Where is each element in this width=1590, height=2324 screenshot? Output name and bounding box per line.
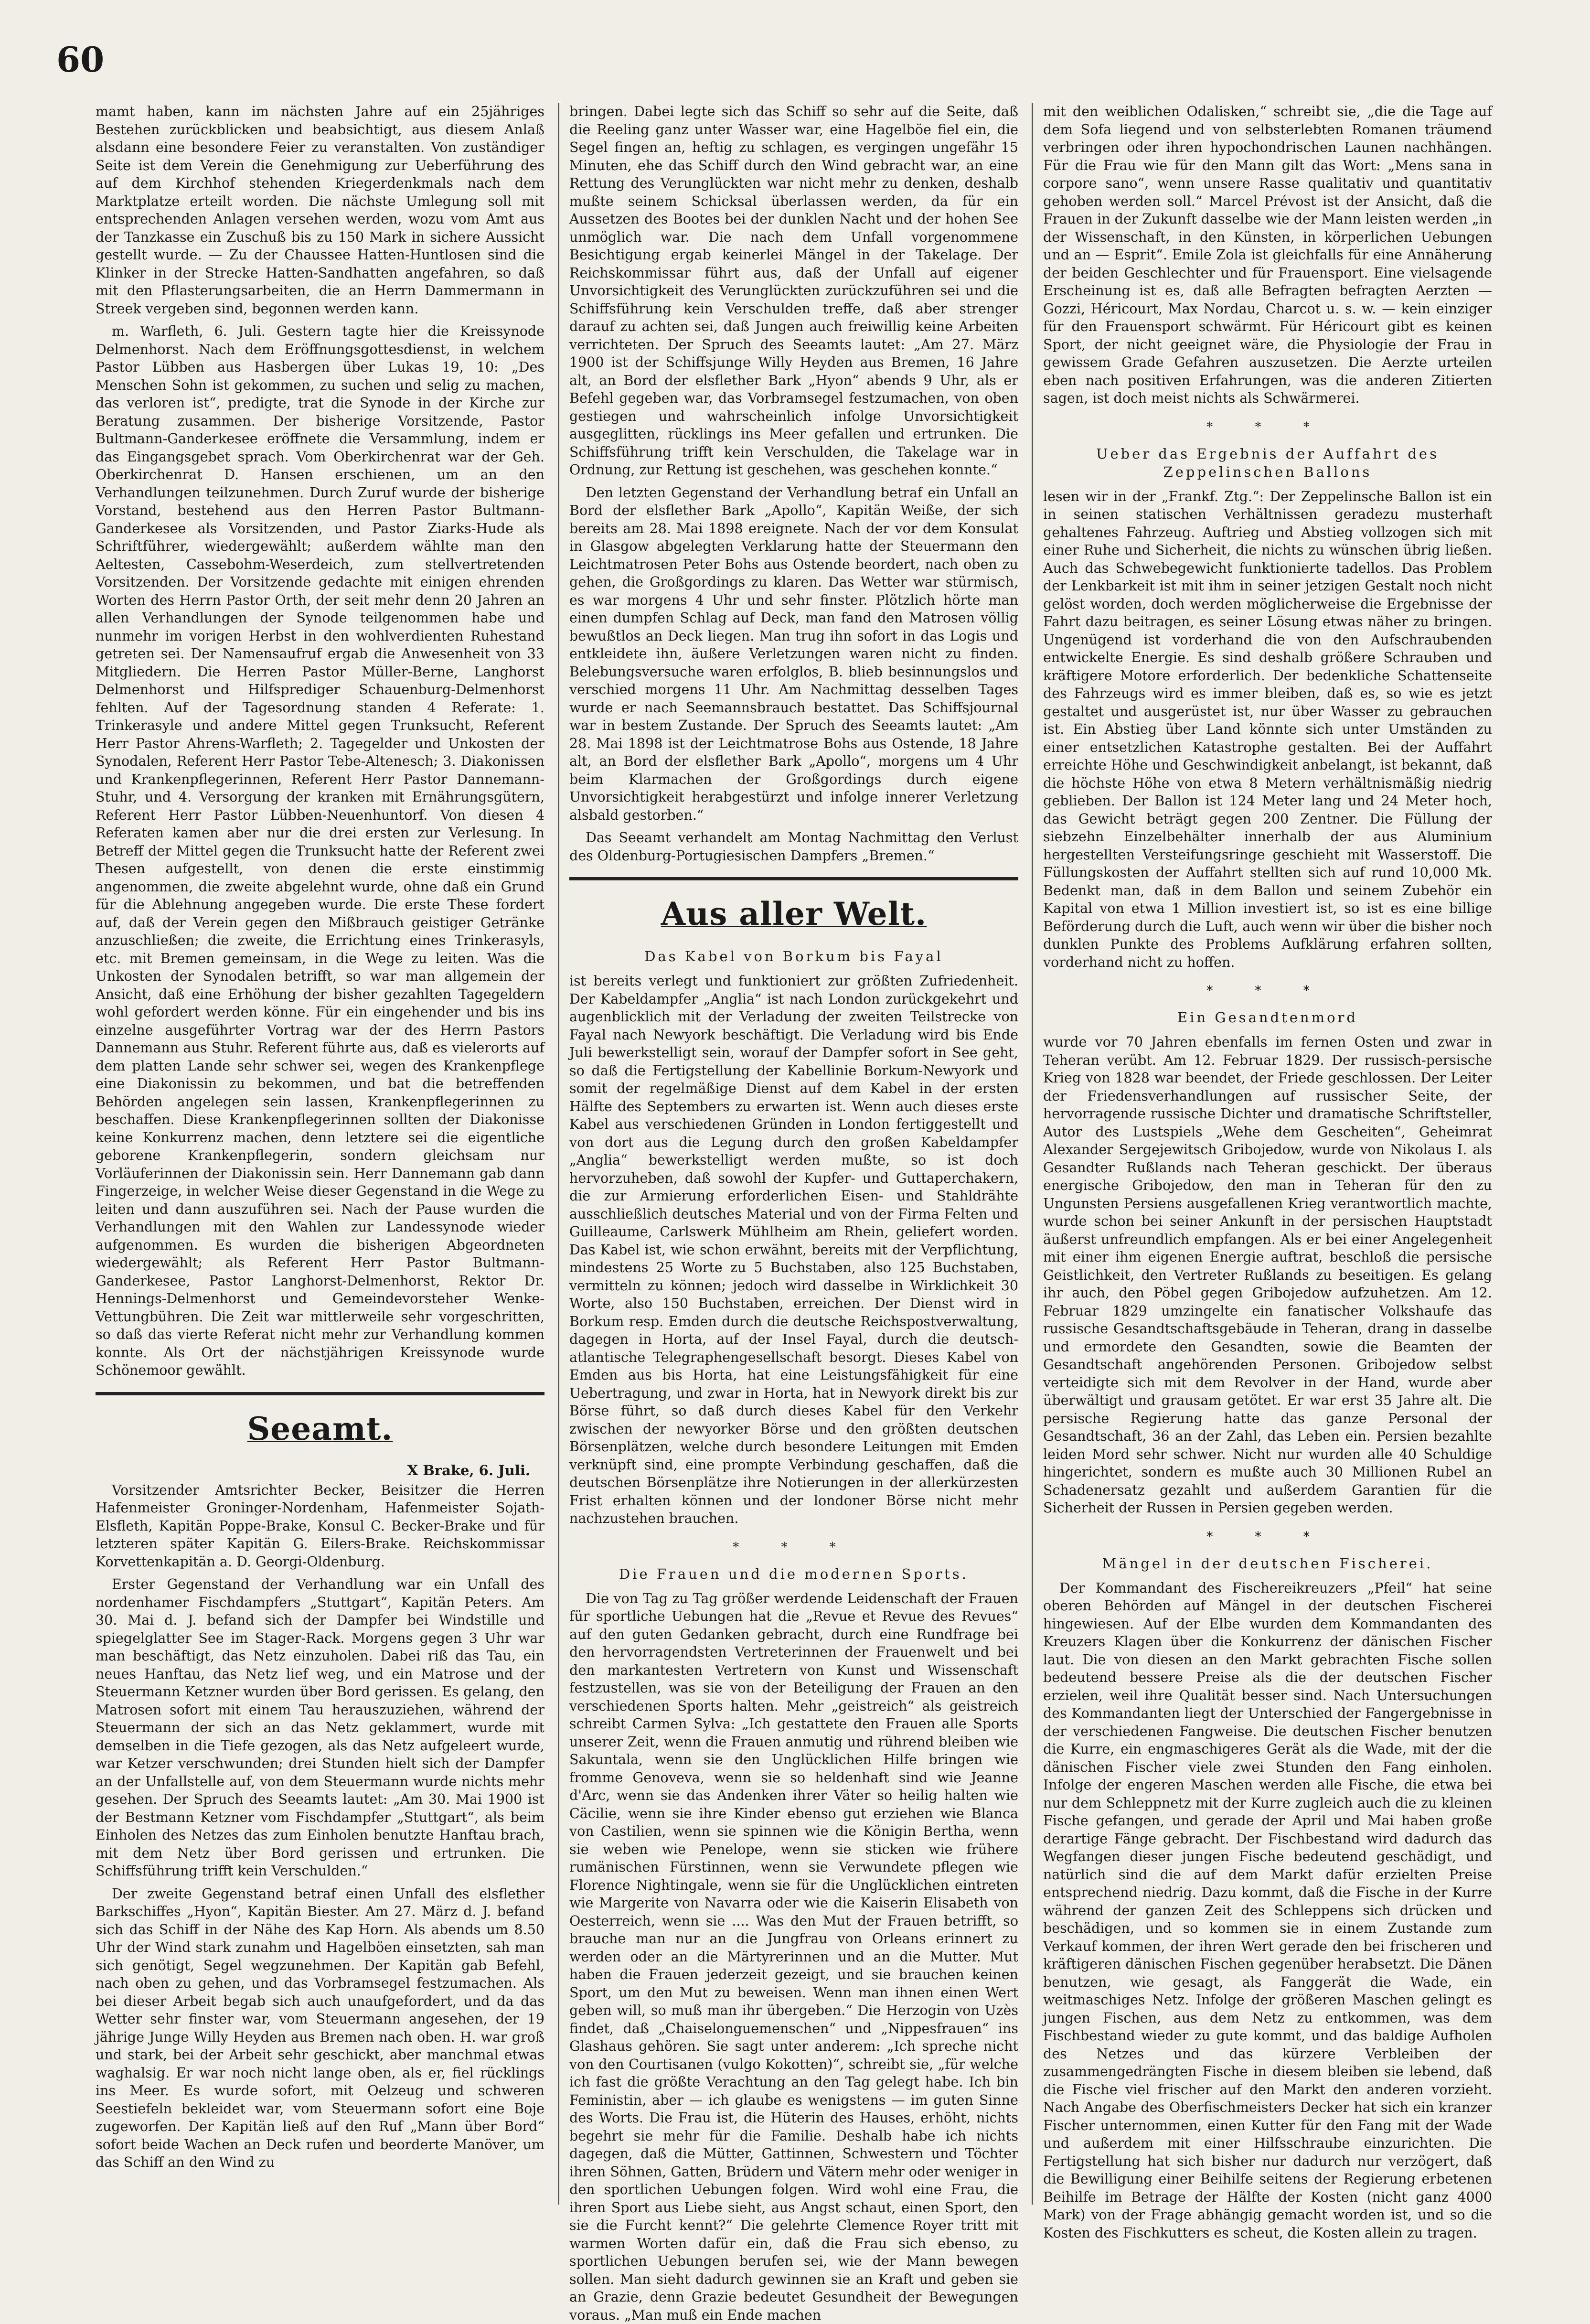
article-paragraph: Der Kommandant des Fischereikreuzers „Pfeil“ hat seine oberen Behörden auf Mängel in der deutschen Fischerei hingewiesen. Auf der Elbe wurden dem Kommandanten des Kreuzers Klagen über die Konkurrenz der dänischen Fischer laut. Die von diesen an den Markt gebrachten Fische sollen bedeutend bessere Preise als die der deutschen Fischer erzielen, weil ihre Qualität besser sind. Nach Untersuchungen des Kommandanten liegt der Unterschied der Fangergebnisse in der verschiedenen Fangweise. Die deutschen Fischer benutzen die Kurre, ein engmaschigeres Gerät als die Wade, mit der die dänischen Fischer viele zwei Stunden den Fang einholen. Infolge der engeren Maschen werden alle Fische, die etwa bei nur dem Schleppnetz mit der Kurre zugleich auch die zu kleinen Fische gefangen, und gerade der April und Mai haben große derartige Fänge gebracht. Der Fischbestand wird dadurch das Wegfangen dieser jungen Fische bedeutend geschädigt, und natürlich sind die auf dem Markt dafür erzielten Preise entsprechend niedrig. Dazu kommt, daß die Fische in der Kurre während der ganzen Zeit des Schleppens sich drücken und beschädigen, und so kommen sie in einem Zustande zum Verkauf kommen, der ihren Wert gerade den bei frischeren und kräftigeren dänischen Fischen gegenüber herabsetzt. Die Dänen benutzen, wie gesagt, als Fanggerät die Wade, ein weitmaschiges Netz. Infolge der größeren Maschen gelingt es jungen Fischen, aus dem Netz zu entkommen, was dem Fischbestand wieder zu gute kommt, und das baldige Aufholen des Netzes und das kürzere Verbleiben der zusammengedrängten Fische in diesem bleiben sie lebend, daß die Fische viel frischer auf den Markt den anderen vorzieht. Nach Angabe des Oberfischmeisters Decker hat sich ein kranzer Fischer unternommen, einen Kutter für den Fang mit der Wade und außerdem mit einer Hilfsschraube einzurichten. Die Fertigstellung hat sich bisher nur dadurch nur verzögert, daß die Bewilligung einer Beihilfe seitens der Regierung erbetenen Beihilfe im Betrage der Hälfte der Kosten (nicht ganz 4000 Mark) von der Frage abhängig gemacht worden ist, und so die Kosten des Fischkutters es scheut, die Kosten allein zu tragen. [1043, 1579, 1492, 2242]
article-paragraph: ist bereits verlegt und funktioniert zur größten Zufriedenheit. Der Kabeldampfer „Anglia“ ist nach London zurückgekehrt und augenblicklich mit der Verladung der zweiten Teilstrecke von Fayal nach Newyork beschäftigt. Die Verladung wird bis Ende Juli bewerkstelligt sein, worauf der Dampfer sofort in See geht, so daß die Fertigstellung der Kabellinie Borkum-Newyork und somit der regelmäßige Dienst auf dem Kabel in der ersten Hälfte des Septembers zu erwarten ist. Wenn auch dieses erste Kabel aus verschiedenen Gründen in London fertiggestellt und von dort aus die Legung durch den großen Kabeldampfer „Anglia“ bewerkstelligt werden mußte, so ist doch hervorzuheben, daß sowohl der Kupfer- und Guttaperchakern, die zur Armierung erforderlichen Eisen- und Stahldrähte ausschließlich deutsches Material und von der Firma Felten und Guilleaume, Carlswerk Mühlheim am Rhein, geliefert worden. Das Kabel ist, wie schon erwähnt, bereits mit der Verpflichtung, mindestens 25 Worte zu 5 Buchstaben, also 125 Buchstaben, vermitteln zu können; jedoch wird dasselbe in Wirklichkeit 30 Worte, also 150 Buchstaben, erreichen. Der Dienst wird in Borkum resp. Emden durch die deutsche Reichspostverwaltung, dagegen in Horta, auf der Insel Fayal, durch die deutsch-atlantische Telegraphengesellschaft besorgt. Dieses Kabel von Emden aus bis Horta, hat eine Leistungsfähigkeit für eine Uebertragung, und zwar in Horta, hat in Newyork direkt bis zur Börse führt, so daß durch dieses Kabel für den Verkehr zwischen der newyorker Börse und den größten deutschen Börsenplätzen, welche durch besondere Leitungen mit Emden verknüpft sind, eine prompte Verbindung geschaffen, daß die deutschen Börsenplätze ihre Notierungen in der allerkürzesten Frist erhalten können und der londoner Börse nicht mehr nachzustehen brauchen. [569, 972, 1018, 1528]
section-heading-aus-aller-welt: Aus aller Welt. [569, 895, 1018, 933]
section-rule [96, 1392, 544, 1395]
column-rule [1032, 103, 1033, 2205]
article-paragraph: lesen wir in der „Frankf. Ztg.“: Der Zeppelinsche Ballon ist ein in seinen statischen Verhältnissen geradezu musterhaft gehaltenes Fahrzeug. Auftrieg und Abstieg vollzogen sich mit einer Ruhe und Sicherheit, die nichts zu wünschen übrig ließen. Auch das Schwebegewicht funktionierte tadellos. Das Problem der Lenkbarkeit ist mit ihm in seiner jetzigen Gestalt noch nicht gelöst worden, doch werden möglicherweise die Ergebnisse der Fahrt dazu beitragen, es seiner Lösung etwas näher zu bringen. Ungenügend ist vorderhand die von den Aufschraubenden entwickelte Energie. Es sind deshalb größere Schrauben und kräftigere Motore erforderlich. Der bedenkliche Schattenseite des Fahrzeugs wird es immer bleiben, daß es, so wie es jetzt gestaltet und ausgerüstet ist, nur über Wasser zu gebrauchen ist. Ein Abstieg über Land könnte sich unter Umständen zu einer entsetzlichen Katastrophe gestalten. Bei der Auffahrt erreichte Höhe und Geschwindigkeit anbelangt, ist bekannt, daß die höchste Höhe von etwa 8 Metern verhältnismäßig niedrig geblieben. Der Ballon ist 124 Meter lang und 24 Meter hoch, das Gewicht beträgt gegen 200 Zentner. Die Füllung der siebzehn Einzelbehälter innerhalb der aus Aluminium hergestellten Versteifungsringe geschieht mit Wasserstoff. Die Füllungskosten der Auffahrt stellten sich auf rund 10,000 Mk. Bedenkt man, daß in dem Ballon und seinem Zubehör ein Kapital von etwa 1 Million investiert ist, so ist es eine billige Beförderung durch die Luft, auch wenn wir über die bisher noch dunklen Punkte des Problems Aufklärung erfahren sollten, vorderhand nicht zu hoffen. [1043, 488, 1492, 972]
article-headline: Ueber das Ergebnis der Auffahrt des Zeppelinschen Ballons [1043, 445, 1492, 481]
column-3 [1043, 103, 1492, 2195]
article-headline: Die Frauen und die modernen Sports. [569, 1565, 1018, 1583]
separator-stars: * * * [1043, 984, 1492, 998]
article-headline: Ein Gesandtenmord [1043, 1008, 1492, 1027]
article-paragraph: Vorsitzender Amtsrichter Becker, Beisitzer die Herren Hafenmeister Groninger-Nordenham, Hafenmeister Sojath-Elsfleth, Kapitän Poppe-Brake, Konsul C. Becker-Brake und für letzteren später Kapitän G. Eilers-Brake. Reichskommissar Korvettenkapitän a. D. Georgi-Oldenburg. [96, 1481, 544, 1571]
column-1 [96, 103, 544, 2195]
article-paragraph: bringen. Dabei legte sich das Schiff so sehr auf die Seite, daß die Reeling ganz unter Wasser war, eine Hagelböe fiel ein, die Segel fingen an, heftig zu schlagen, es vergingen ungefähr 15 Minuten, ehe das Schiff durch den Wind gebracht war, an eine Rettung des Verunglückten war nicht mehr zu denken, deshalb mußte seinem Schicksal überlassen werden, da für ein Aussetzen des Bootes bei der dunklen Nacht und der hohen See unmöglich war. Die nach dem Unfall vorgenommene Besichtigung ergab keinerlei Mängel in der Takelage. Der Reichskommissar führt aus, daß der Unfall auf eigener Unvorsichtigkeit des Verunglückten zurückzuführen sei und die Schiffsführung kein Verschulden treffe, daß aber strenger darauf zu achten sei, daß Jungen auch freiwillig keine Arbeiten verrichteten. Der Spruch des Seeamts lautet: „Am 27. März 1900 ist der Schiffsjunge Willy Heyden aus Bremen, 16 Jahre alt, an Bord der elsflether Bark „Hyon“ abends 9 Uhr, als er Befehl gegeben war, das Vorbramsegel festzumachen, von oben gestiegen und wahrscheinlich infolge Unvorsichtigkeit ausgeglitten, rücklings ins Meer gefallen und ertrunken. Die Schiffsführung trifft kein Verschulden, die Takelage war in Ordnung, zur Rettung ist geschehen, was geschehen konnte.“ [569, 103, 1018, 479]
article-paragraph: wurde vor 70 Jahren ebenfalls im fernen Osten und zwar in Teheran verübt. Am 12. Februar 1829. Der russisch-persische Krieg von 1828 war beendet, der Friede geschlossen. Der Leiter der Friedensverhandlungen auf russischer Seite, der hervorragende russische Dichter und dramatische Schriftsteller, Autor des Lustspiels „Wehe dem Gescheiten“, Geheimrat Alexander Sergejewitsch Gribojedow, wurde von Nikolaus I. als Gesandter Rußlands nach Teheran geschickt. Der überaus energische Gribojedow, den man in Teheran für den zu Ungunsten Persiens ausgefallenen Krieg verantwortlich machte, wurde schon bei seiner Ankunft in der persischen Hauptstadt äußerst unfreundlich empfangen. Als er bei einer Angelegenheit mit einer ihm eigenen Energie auftrat, beschloß die persische Geistlichkeit, den Vertreter Rußlands zu beseitigen. Es gelang ihr auch, den Pöbel gegen Gribojedow aufzuhetzen. Am 12. Februar 1829 umzingelte ein fanatischer Volkshaufe das russische Gesandtschaftsgebäude in Teheran, drang in dasselbe und ermordete den Gesandten, sowie die Beamten der Gesandtschaft angehörenden Personen. Gribojedow selbst verteidigte sich mit dem Revolver in der Hand, wurde aber überwältigt und grausam getötet. Er war erst 35 Jahre alt. Die persische Regierung hatte das ganze Personal der Gesandtschaft, 36 an der Zahl, das Leben ein. Persien bezahlte leiden Mord sehr schwer. Nicht nur wurden alle 40 Schuldige hingerichtet, sondern es mußte auch 30 Millionen Rubel an Schadenersatz gezahlt und außerdem Garantien für die Sicherheit der Russen in Persien gegeben werden. [1043, 1033, 1492, 1517]
dateline: X Brake, 6. Juli. [96, 1462, 530, 1478]
article-paragraph: Den letzten Gegenstand der Verhandlung betraf ein Unfall an Bord der elsflether Bark „Apollo“, Kapitän Weiße, der sich bereits am 28. Mai 1898 ereignete. Nach der vor dem Konsulat in Glasgow abgelegten Verklarung hatte der Steuermann den Leichtmatrosen Peter Bohs aus Ostende beordert, nach oben zu gehen, die Großgordings zu klaren. Das Wetter war stürmisch, es war morgens 4 Uhr und sehr finster. Plötzlich hörte man einen dumpfen Schlag auf Deck, man fand den Matrosen völlig bewußtlos an Deck liegen. Man trug ihn sofort in das Logis und entkleidete ihn, äußere Verletzungen waren nicht zu finden. Belebungsversuche waren erfolglos, B. blieb besinnungslos und verschied morgens 11 Uhr. Am Nachmittag desselben Tages wurde er nach Seemannsbrauch bestattet. Das Schiffsjournal war in bestem Zustande. Der Spruch des Seeamts lautet: „Am 28. Mai 1898 ist der Leichtmatrose Bohs aus Ostende, 18 Jahre alt, an Bord der elsflether Bark „Apollo“, morgens um 4 Uhr beim Klarmachen der Großgordings durch eigene Unvorsichtigkeit herabgestürzt und infolge innerer Verletzung alsbald gestorben.“ [569, 484, 1018, 825]
article-paragraph: Die von Tag zu Tag größer werdende Leidenschaft der Frauen für sportliche Uebungen hat die „Revue et Revue des Revues“ auf den guten Gedanken gebracht, durch eine Rundfrage bei den hervorragendsten Vertreterinnen der Frauenwelt und bei den markantesten Vertretern von Kunst und Wissenschaft festzustellen, was sie von der Beteiligung der Frauen an den verschiedenen Sports halten. Mehr „geistreich“ als geistreich schreibt Carmen Sylva: „Ich gestattete den Frauen alle Sports unserer Zeit, wenn die Frauen anmutig und rührend bleiben wie Sakuntala, wenn sie den Unglücklichen Hilfe bringen wie fromme Genoveva, wenn sie so heldenhaft sind wie Jeanne d'Arc, wenn sie das Andenken ihrer Väter so heilig halten wie Cäcilie, wenn sie ihre Kinder ebenso gut erziehen wie Blanca von Castilien, wenn sie spinnen wie die Königin Bertha, wenn sie weben wie Penelope, wenn sie sticken wie frühere rumänischen Fürstinnen, wenn sie Verwundete pflegen wie Florence Nightingale, wenn sie für die Unglücklichen eintreten wie Margerite von Navarra oder wie die Kaiserin Elisabeth von Oesterreich, wenn sie .... Was den Mut der Frauen betrifft, so brauche man nur an die Jungfrau von Orleans erinnert zu werden oder an die Märtyrerinnen und an die Mutter. Mut haben die Frauen jederzeit gezeigt, und sie brauchen keinen Sport, um den Mut zu beweisen. Wenn man ihnen einen Wert geben will, so muß man ihr übergeben.“ Die Herzogin von Uzès findet, daß „Chaiselonguemenschen“ und „Nippesfrauen“ ins Glashaus gehören. Sie sagt unter anderem: „Ich spreche nicht von den Courtisanen (vulgo Kokotten)“, schreibt sie, „für welche ich fast die größte Verachtung an den Tag gelegt habe. Ich bin Feministin, aber — ich glaube es wenigstens — im guten Sinne des Worts. Die Frau ist, die Hüterin des Hauses, erhöht, nichts begehrt sie mehr für die Familie. Deshalb habe ich nichts dagegen, daß die Mütter, Gattinnen, Schwestern und Töchter ihren Söhnen, Gatten, Brüdern und Vätern mehr oder weniger in den sportlichen Uebungen folgen. Wird wohl eine Frau, die ihren Sport aus Liebe sieht, aus Angst schaut, einen Sport, den sie die Furcht kennt?“ Die gelehrte Clemence Royer tritt mit warmen Worten dafür ein, daß die Frau sich ebenso, zu sportlichen Uebungen berufen sei, wie der Mann bewegen sollen. Man sieht dadurch gewinnen sie an Kraft und geben sie an Grazie, denn Grazie bedeutet Gesundheit der Bewegungen voraus. „Man muß ein Ende machen [569, 1590, 1018, 2324]
article-headline: Mängel in der deutschen Fischerei. [1043, 1554, 1492, 1573]
article-paragraph: mit den weiblichen Odalisken,“ schreibt sie, „die die Tage auf dem Sofa liegend und von selbsterlebten Romanen träumend verbringen oder ihren hypochondrischen Launen nachhängen. Für die Frau wie für den Mann gilt das Wort: „Mens sana in corpore sano“, wenn unsere Rasse qualitativ und quantitativ gehoben werden soll.“ Marcel Prévost ist der Ansicht, daß die Frauen in der Zukunft dasselbe wie der Mann leisten werden „in der Wissenschaft, in den Künsten, in körperlichen Uebungen und an — Esprit“. Emile Zola ist gleichfalls für eine Annäherung der beiden Geschlechter und für Frauensport. Eine vielsagende Erscheinung ist es, daß alle Befragten befragten Aerzten — Gozzi, Héricourt, Max Nordau, Charcot u. s. w. — kein einziger für den Frauensport schwärmt. Für Héricourt gibt es keinen Sport, der nicht geeignet wäre, die Physiologie der Frau in gewissem Grade Gefahren auszusetzen. Die Aerzte urteilen eben nach positiven Erfahrungen, was die anderen Zitierten sagen, ist doch meist nichts als Schwärmerei. [1043, 103, 1492, 407]
separator-stars: * * * [1043, 420, 1492, 434]
article-paragraph: Das Seeamt verhandelt am Montag Nachmittag den Verlust des Oldenburg-Portugiesischen Dampfers „Bremen.“ [569, 829, 1018, 865]
column-2 [569, 103, 1018, 2195]
page-number: 60 [56, 39, 104, 80]
article-paragraph: mamt haben, kann im nächsten Jahre auf ein 25jähriges Bestehen zurückblicken und beabsichtigt, aus diesem Anlaß alsdann eine besondere Feier zu veranstalten. Von zuständiger Seite ist dem Verein die Genehmigung zur Ueberführung des auf dem Kirchhof stehenden Kriegerdenkmals nach dem Marktplatze erteilt worden. Die nächste Umlegung soll mit entsprechenden Anlagen versehen werden, wozu vom Amt aus der Tanzkasse ein Zuschuß bis zu 150 Mark in sichere Aussicht gestellt wurde. — Zu der Chaussee Hatten-Huntlosen sind die Klinker in der Strecke Hatten-Sandhatten angefahren, so daß mit den Pflasterungsarbeiten, die an Herrn Dammermann in Streek vergeben sind, begonnen werden kann. [96, 103, 544, 318]
section-heading-seeamt: Seeamt. [96, 1410, 544, 1448]
article-paragraph: Der zweite Gegenstand betraf einen Unfall des elsflether Barkschiffes „Hyon“, Kapitän Biester. Am 27. März d. J. befand sich das Schiff in der Nähe des Kap Horn. Als abends um 8.50 Uhr der Wind stark zunahm und Hagelböen einsetzten, sah man sich genötigt, Segel wegzunehmen. Der Kapitän gab Befehl, nach oben zu gehen, und das Vorbramsegel festzumachen. Als bei dieser Arbeit begab sich auch unaufgefordert, und da das Wetter sehr finster war, vom Steuermann angesehen, der 19 jährige Junge Willy Heyden aus Bremen nach oben. H. war groß und stark, bei der Arbeit sehr geschickt, aber manchmal etwas waghalsig. Er war noch nicht lange oben, als er, fiel rücklings ins Meer. Es wurde sofort, mit Oelzeug und schweren Seestiefeln bekleidet war, vom Steuermann sofort eine Boje zugeworfen. Der Kapitän ließ auf den Ruf „Mann über Bord“ sofort beide Wachen an Deck rufen und beorderte Manöver, um das Schiff an den Wind zu [96, 1885, 544, 2172]
article-paragraph: m. Warfleth, 6. Juli. Gestern tagte hier die Kreissynode Delmenhorst. Nach dem Eröffnungsgottesdienst, in welchem Pastor Lübben aus Hasbergen über Lukas 19, 10: „Des Menschen Sohn ist gekommen, zu suchen und selig zu machen, das verloren ist“, predigte, trat die Synode in der Kirche zur Beratung zusammen. Der bisherige Vorsitzende, Pastor Bultmann-Ganderkesee eröffnete die Versammlung, indem er das Eingangsgebet sprach. Vom Oberkirchenrat war der Geh. Oberkirchenrat D. Hansen erschienen, um an den Verhandlungen teilzunehmen. Durch Zuruf wurde der bisherige Vorstand, bestehend aus den Herren Pastor Bultmann-Ganderkesee als Vorsitzenden, und Pastor Ziarks-Hude als Schriftführer, wiedergewählt; außerdem wählte man den Aeltesten, Cassebohm-Weserdeich, zum stellvertretenden Vorsitzenden. Der Vorsitzende gedachte mit einigen ehrenden Worten des Herrn Pastor Orth, der seit mehr denn 20 Jahren an allen Verhandlungen der Synode teilgenommen habe und nunmehr im vorigen Herbst in den wohlverdienten Ruhestand getreten sei. Der Namensaufruf ergab die Anwesenheit von 33 Mitgliedern. Die Herren Pastor Müller-Berne, Langhorst Delmenhorst und Hilfsprediger Schauenburg-Delmenhorst fehlten. Auf der Tagesordnung standen 4 Referate: 1. Trinkerasyle und andere Mittel gegen Trunksucht, Referent Herr Pastor Ahrens-Warfleth; 2. Tagegelder und Unkosten der Synodalen, Referent Herr Pastor Tebe-Altenesch; 3. Diakonissen und Krankenpflegerinnen, Referent Herr Pastor Dannemann-Stuhr, und 4. Versorgung der kranken mit Ernährungsgütern, Referent Herr Pastor Lübben-Neuenhuntorf. Von diesen 4 Referaten kamen aber nur die drei ersten zur Verlesung. In Betreff der Mittel gegen die Trunksucht hatte der Referent zwei Thesen aufgestellt, von denen die erste einstimmig angenommen, die zweite abgelehnt wurde, ohne daß ein Grund für die Ablehnung angegeben wurde. Die erste These fordert auf, daß der Verein gegen den Mißbrauch geistiger Getränke anzuschließen; die zweite, die Errichtung eines Trinkerasyls, etc. mit Bremen gemeinsam, in die Wege zu leiten. Was die Unkosten der Synodalen betrifft, so war man allgemein der Ansicht, daß eine Erhöhung der bisher gezahlten Tagegeldern wohl gefordert werden könne. Für ein eingehender und bis ins einzelne ausgeführter Vortrag war der des Herrn Pastors Dannemann aus Stuhr. Referent führte aus, daß es vielerorts auf dem platten Lande sehr schwer sei, wegen des Krankenpflege eine Diakonissin zu bekommen, und bat die betreffenden Behörden angelegen sein lassen, Krankenpflegerinnen zu beschaffen. Diese Krankenpflegerinnen sollten der Diakonisse keine Konkurrenz machen, denn letztere sei die eigentliche geborene Krankenpflegerin, sondern gleichsam nur Vorläuferinnen der Diakonissin sein. Herr Dannemann gab dann Fingerzeige, in welcher Weise dieser Gegenstand in die Wege zu leiten und dann auszuführen sei. Nach der Pause wurden die Verhandlungen mit den Wahlen zur Landessynode wieder aufgenommen. Es wurden die bisherigen Abgeordneten wiedergewählt; als Referent Herr Pastor Bultmann-Ganderkesee, Pastor Langhorst-Delmenhorst, Rektor Dr. Hennings-Delmenhorst und Gemeindevorsteher Wenke-Vettungbühren. Die Zeit war mittlerweile sehr vorgeschritten, so daß das vierte Referat nicht mehr zur Verhandlung kommen konnte. Als Ort der nächstjährigen Kreissynode wurde Schönemoor gewählt. [96, 322, 544, 1380]
section-rule [569, 877, 1018, 880]
article-headline: Das Kabel von Borkum bis Fayal [569, 947, 1018, 965]
separator-stars: * * * [1043, 1530, 1492, 1544]
column-rule [558, 103, 559, 2205]
article-paragraph: Erster Gegenstand der Verhandlung war ein Unfall des nordenhamer Fischdampfers „Stuttgart“, Kapitän Peters. Am 30. Mai d. J. befand sich der Dampfer bei Windstille und spiegelglatter See im Stager-Rack. Morgens gegen 3 Uhr war man beschäftigt, das Netz einzuholen. Dabei riß das Tau, ein neues Hanftau, das Netz lief weg, und ein Matrose und der Steuermann Ketzner wurden über Bord gerissen. Es gelang, den Matrosen sofort mit einem Tau herauszuziehen, während der Steuermann der sich an das Netz geklammert, wurde mit demselben in die Tiefe gezogen, als das Netz aufgeleert wurde, war Ketzer verschwunden; drei Stunden hielt sich der Dampfer an der Unfallstelle auf, von dem Steuermann wurde nichts mehr gesehen. Der Spruch des Seeamts lautet: „Am 30. Mai 1900 ist der Bestmann Ketzner vom Fischdampfer „Stuttgart“, als beim Einholen des Netzes das zum Einholen benutzte Hanftau brach, mit dem Netz über Bord gerissen und ertrunken. Die Schiffsführung trifft kein Verschulden.“ [96, 1575, 544, 1880]
separator-stars: * * * [569, 1540, 1018, 1554]
